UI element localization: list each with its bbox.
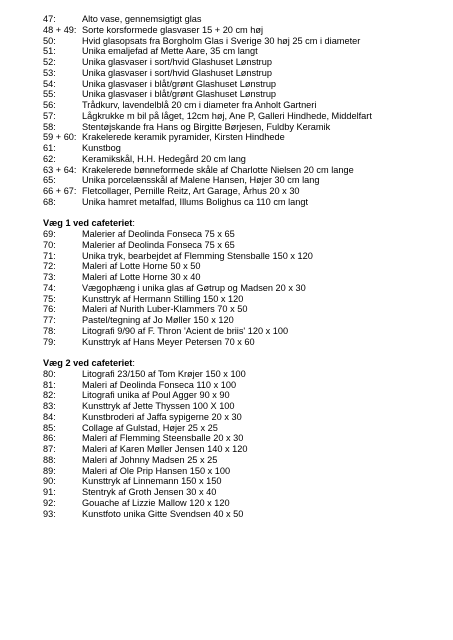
item-description: Unika hamret metalfad, Illums Bolighus ca 110 cm langt <box>82 196 309 207</box>
list-item <box>43 326 443 337</box>
item-description: Fletcollager, Pernille Reitz, Art Garage, Århus 20 x 30 <box>82 186 300 196</box>
list-item <box>43 401 443 412</box>
list-item <box>43 143 443 154</box>
item-description: Lågkrukke m bil på låget, 12cm høj, Ane P, Galleri Hindhede, Middelfart <box>82 110 372 121</box>
item-description: Kunsttryk af Hans Meyer Petersen 70 x 60 <box>82 336 255 347</box>
item-number: 93: <box>43 508 56 519</box>
heading-label: Væg 2 ved cafeteriet <box>43 358 133 368</box>
list-item <box>43 14 443 25</box>
item-number: 50: <box>43 35 56 46</box>
item-number: 87: <box>43 444 56 454</box>
item-description: Unika glasvaser i sort/hvid Glashuset Lønstrup <box>82 67 272 78</box>
item-number: 83: <box>43 401 56 411</box>
item-number: 74: <box>43 282 56 293</box>
item-description: Trådkurv, lavendelblå 20 cm i diameter fra Anholt Gartneri <box>82 100 317 110</box>
item-number: 66 + 67: <box>43 186 77 196</box>
item-description: Unika emaljefad af Mette Aare, 35 cm langt <box>82 46 258 57</box>
item-number: 89: <box>43 465 56 476</box>
item-number: 76: <box>43 304 56 315</box>
item-number: 53: <box>43 67 56 78</box>
item-description: Maleri af Deolinda Fonseca 110 x 100 <box>82 379 237 390</box>
item-description: Unika tryk, bearbejdet af Flemming Stensballe 150 x 120 <box>82 250 313 261</box>
item-number: 56: <box>43 100 56 110</box>
item-description: Vægophæng i unika glas af Gøtrup og Madsen 20 x 30 <box>82 282 306 293</box>
list-item <box>43 283 443 294</box>
list-item <box>43 165 443 176</box>
item-description: Keramikskål, H.H. Hedegård 20 cm lang <box>82 153 246 164</box>
item-description: Alto vase, gennemsigtigt glas <box>82 14 202 24</box>
item-description: Pastel/tegning af Jo Møller 150 x 120 <box>82 315 234 325</box>
list-item <box>43 100 443 111</box>
item-number: 69: <box>43 229 56 239</box>
item-description: Unika glasvaser i blåt/grønt Glashuset Lønstrup <box>82 89 277 100</box>
item-description: Unika porcelænsskål af Malene Hansen, Højer 30 cm lang <box>82 175 320 186</box>
list-item <box>43 423 443 434</box>
item-description: Gouache af Lizzie Mallow 120 x 120 <box>82 497 230 508</box>
item-description: Maleri af Lotte Horne 30 x 40 <box>82 272 201 282</box>
item-number: 77: <box>43 315 56 325</box>
spacer <box>43 208 443 219</box>
list-item <box>43 337 443 348</box>
item-description: Maleri af Johnny Madsen 25 x 25 <box>82 454 218 465</box>
list-item <box>43 261 443 272</box>
list-item <box>43 89 443 100</box>
item-number: 88: <box>43 454 56 465</box>
item-number: 52: <box>43 57 56 67</box>
list-item <box>43 390 443 401</box>
list-item <box>43 175 443 186</box>
item-description: Kunstbroderi af Jaffa sypigerne 20 x 30 <box>82 411 242 422</box>
item-description: Kunsttryk af Hermann Stilling 150 x 120 <box>82 293 244 304</box>
item-number: 80: <box>43 368 56 379</box>
item-description: Maleri af Flemming Steensballe 20 x 30 <box>82 433 244 444</box>
list-item <box>43 272 443 283</box>
heading-colon: : <box>132 218 135 229</box>
item-description: Stentryk af Groth Jensen 30 x 40 <box>82 487 217 497</box>
list-item <box>43 466 443 477</box>
heading-colon: : <box>132 358 135 368</box>
item-description: Kunsttryk af Jette Thyssen 100 X 100 <box>82 401 235 411</box>
document-page <box>43 14 443 519</box>
item-number: 48 + 49: <box>43 24 77 35</box>
item-description: Litografi 9/90 af F. Thron 'Acient de briis' 120 x 100 <box>82 325 289 336</box>
item-number: 84: <box>43 411 56 422</box>
item-description: Stentøjskande fra Hans og Birgitte Børjesen, Fuldby Keramik <box>82 121 331 132</box>
item-description: Maleri af Ole Prip Hansen 150 x 100 <box>82 465 231 476</box>
list-item <box>43 240 443 251</box>
item-description: Maleri af Nurith Luber-Klammers 70 x 50 <box>82 304 248 315</box>
item-number: 63 + 64: <box>43 164 77 175</box>
item-number: 91: <box>43 487 56 497</box>
item-number: 47: <box>43 14 56 24</box>
item-description: Maleri af Lotte Horne 50 x 50 <box>82 261 201 272</box>
list-item <box>43 154 443 165</box>
list-item <box>43 509 443 520</box>
item-number: 54: <box>43 78 56 89</box>
list-item <box>43 57 443 68</box>
item-description: Krakelerede bønneformede skåle af Charlotte Nielsen 20 cm lange <box>82 164 354 175</box>
item-number: 61: <box>43 143 56 153</box>
list-item <box>43 79 443 90</box>
item-number: 75: <box>43 293 56 304</box>
list-item <box>43 369 443 380</box>
list-item <box>43 132 443 143</box>
item-number: 58: <box>43 121 56 132</box>
spacer <box>43 347 443 358</box>
item-number: 59 + 60: <box>43 132 77 143</box>
item-number: 90: <box>43 476 56 487</box>
item-description: Krakelerede keramik pyramider, Kirsten Hindhede <box>82 132 285 143</box>
item-description: Maleri af Karen Møller Jensen 140 x 120 <box>82 444 248 454</box>
item-number: 85: <box>43 422 56 433</box>
item-number: 51: <box>43 46 56 57</box>
list-item <box>43 46 443 57</box>
list-item <box>43 229 443 240</box>
item-description: Kunsttryk af Linnemann 150 x 150 <box>82 476 222 487</box>
list-item <box>43 294 443 305</box>
item-description: Malerier af Deolinda Fonseca 75 x 65 <box>82 229 235 239</box>
item-number: 92: <box>43 497 56 508</box>
list-item <box>43 68 443 79</box>
item-number: 57: <box>43 110 56 121</box>
exhibit-list-section-2 <box>43 229 443 347</box>
list-item <box>43 315 443 326</box>
list-item <box>43 476 443 487</box>
item-number: 62: <box>43 153 56 164</box>
item-description: Unika glasvaser i blåt/grønt Glashuset Lønstrup <box>82 78 277 89</box>
item-number: 72: <box>43 261 56 272</box>
item-number: 55: <box>43 89 56 100</box>
exhibit-list-section-3 <box>43 369 443 520</box>
list-item <box>43 380 443 391</box>
item-description: Malerier af Deolinda Fonseca 75 x 65 <box>82 239 235 250</box>
list-item <box>43 433 443 444</box>
exhibit-list-section-1 <box>43 14 443 208</box>
item-description: Kunstbog <box>82 143 121 153</box>
list-item <box>43 197 443 208</box>
list-item <box>43 487 443 498</box>
item-number: 70: <box>43 239 56 250</box>
item-number: 68: <box>43 196 56 207</box>
heading-label: Væg 1 ved cafeteriet <box>43 218 133 229</box>
item-description: Kunstfoto unika Gitte Svendsen 40 x 50 <box>82 508 244 519</box>
item-description: Litografi unika af Poul Agger 90 x 90 <box>82 390 230 401</box>
item-description: Hvid glasopsats fra Borgholm Glas i Sverige 30 høj 25 cm i diameter <box>82 35 361 46</box>
list-item <box>43 25 443 36</box>
item-description: Sorte korsformede glasvaser 15 + 20 cm høj <box>82 24 264 35</box>
item-number: 71: <box>43 250 56 261</box>
item-number: 82: <box>43 390 56 401</box>
list-item <box>43 304 443 315</box>
list-item <box>43 111 443 122</box>
section-heading-wall-1 <box>43 218 443 229</box>
list-item <box>43 455 443 466</box>
item-number: 65: <box>43 175 56 186</box>
item-description: Collage af Gulstad, Højer 25 x 25 <box>82 422 218 433</box>
list-item <box>43 36 443 47</box>
item-description: Unika glasvaser i sort/hvid Glashuset Lønstrup <box>82 57 272 67</box>
list-item <box>43 186 443 197</box>
item-number: 73: <box>43 272 56 282</box>
section-heading-wall-2 <box>43 358 443 369</box>
list-item <box>43 251 443 262</box>
list-item <box>43 444 443 455</box>
item-number: 81: <box>43 379 56 390</box>
item-number: 86: <box>43 433 56 444</box>
list-item <box>43 122 443 133</box>
item-number: 79: <box>43 336 56 347</box>
list-item <box>43 498 443 509</box>
list-item <box>43 412 443 423</box>
item-number: 78: <box>43 325 56 336</box>
item-description: Litografi 23/150 af Tom Krøjer 150 x 100 <box>82 368 246 379</box>
